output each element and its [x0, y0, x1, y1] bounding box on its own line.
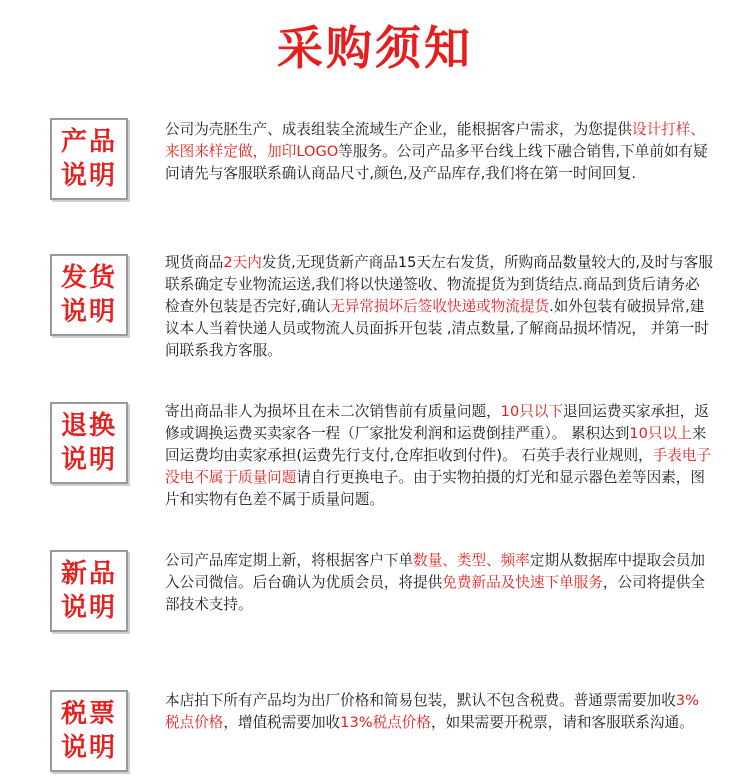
badge-line-2: 说明 [60, 445, 117, 475]
body-text: 寄出商品非人为损坏且在未二次销售前有质量问题， [165, 403, 501, 420]
body-text: 公司产品库定期上新，将根据客户下单 [165, 552, 414, 569]
highlight-text: 10只以上 [629, 425, 692, 442]
badge-line-1: 产品 [60, 127, 117, 157]
highlight-text: 免费新品及快速下单服务 [442, 574, 603, 591]
highlight-text: 13%税点价格 [340, 714, 431, 731]
badge-line-1: 退换 [60, 411, 117, 441]
body-text: 退回运费买家承担，返修或调换运费买卖家各一程（厂家批发利润和运费倒挂严重）。 累积达到 [165, 403, 709, 442]
highlight-text: 设计打样、来图来样定做，加印LOGO [165, 121, 705, 160]
highlight-text: 10只以下 [500, 403, 564, 420]
section-badge [50, 690, 128, 772]
section-text [165, 690, 713, 734]
highlight-text: 3%税点价格 [165, 692, 699, 731]
badge-line-2: 说明 [60, 297, 117, 327]
section-badge [50, 118, 128, 200]
badge-line-2: 说明 [60, 593, 117, 623]
section-badge [50, 254, 128, 336]
section-text [165, 401, 713, 511]
section-badge [50, 550, 128, 632]
highlight-text: 2天内 [223, 254, 262, 271]
body-text: .如外包装有破损异常,建议本人当着快递人员或物流人员面拆开包装 ,清点数量,了解商品损坏情况， 并第一时间联系我方客服。 [165, 298, 709, 359]
highlight-text: 数量、类型、频率 [413, 552, 530, 569]
body-text: 本店拍下所有产品均为出厂价格和简易包装，默认不包含税费。普通票需要加收 [165, 692, 676, 709]
section-text [165, 252, 713, 362]
body-text: 现货商品 [165, 254, 224, 271]
section-text [165, 119, 713, 185]
body-text: ，公司将提供全部技术支持。 [165, 574, 706, 613]
badge-line-1: 新品 [60, 559, 117, 589]
body-text: 定期从数据库中提取会员加入公司微信。后台确认为优质会员，将提供 [165, 552, 706, 591]
highlight-text: 手表电子没电不属于质量问题 [165, 447, 712, 486]
body-text: 来回运费均由卖家承担(运费先行支付,仓库拒收到付件)。 石英手表行业规则， [165, 425, 707, 464]
section-badge [50, 402, 128, 484]
badge-line-2: 说明 [60, 733, 117, 763]
page-title: 采购须知 [277, 21, 473, 75]
badge-line-1: 发货 [60, 263, 117, 293]
body-text: ，如果需要开税票，请和客服联系沟通。 [430, 714, 694, 731]
badge-line-1: 税票 [60, 699, 117, 729]
highlight-text: 无异常损坏后签收快递或物流提货 [330, 298, 550, 315]
body-text: ，增值税需要加收 [223, 714, 341, 731]
badge-line-2: 说明 [60, 161, 117, 191]
section-text [165, 550, 713, 616]
body-text: 等服务。公司产品多平台线上线下融合销售,下单前如有疑问请先与客服联系确认商品尺寸,颜色,及产品库存,我们将在第一时间回复. [165, 143, 708, 182]
body-text: 请自行更换电子。由于实物拍摄的灯光和显示器色差等因素，图片和实物有色差不属于质量问题。 [165, 469, 705, 508]
body-text: 发货,无现货新产商品15天左右发货，所购商品数量较大的,及时与客服联系确定专业物流运送,我们将以快递签收、物流提货为到货结点.商品到货后请务必检查外包装是否完好,确认 [165, 254, 713, 315]
body-text: 公司为壳胚生产、成表组装全流域生产企业，能根据客户需求，为您提供 [165, 121, 633, 138]
